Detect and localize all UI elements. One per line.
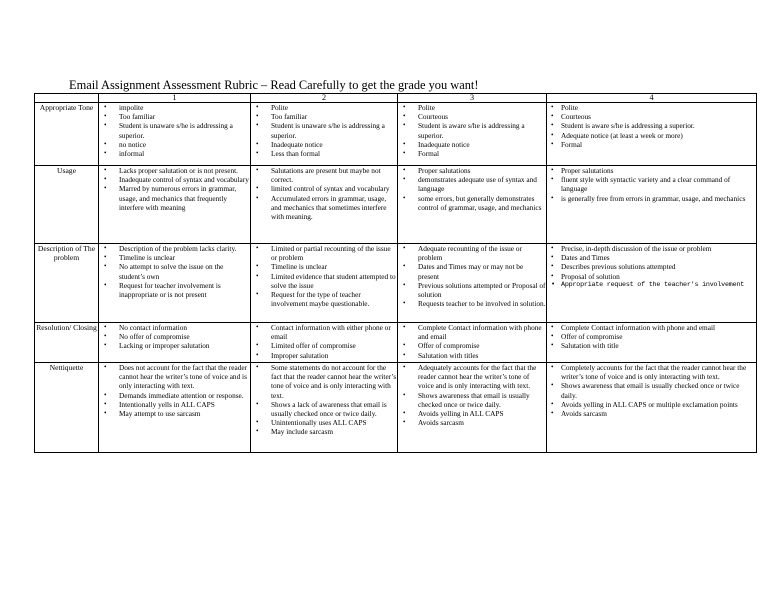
list-item: • some errors, but generally demonstrates control of grammar, usage, and mechanics [398, 194, 546, 212]
list-item: • Limited offer of compromise [251, 341, 397, 350]
cell-resolution-4 [547, 323, 757, 363]
list-item: • May include sarcasm [251, 427, 397, 436]
list-item: • Describes previous solutions attempted [547, 262, 756, 271]
list-item: • Description of the problem lacks clarity. [99, 244, 250, 253]
list-item: • Accumulated errors in grammar, usage, and mechanics that sometimes interfere with meaning. [251, 194, 397, 222]
cell-nettiquette-2 [251, 363, 398, 453]
list-item: • Salutation with titles [398, 351, 546, 360]
cell-description-1 [99, 244, 251, 323]
list-item: • Lacks proper salutation or is not present. [99, 166, 250, 175]
list-item: • Polite [251, 103, 397, 112]
list-item: • Avoids yelling in ALL CAPS or multiple exclamation points [547, 400, 756, 409]
list-item: • No attempt to solve the issue on the student’s own [99, 262, 250, 280]
list-item: • Does not account for the fact that the reader cannot hear the writer’s tone of voice and is only interacting with text. [99, 363, 250, 391]
header-criterion [35, 94, 99, 103]
list-item: • Avoids sarcasm [398, 418, 546, 427]
list-item: • Courteous [547, 112, 756, 121]
list-item: • Request for teacher involvement is inappropriate or is not present [99, 281, 250, 299]
list-item: • No offer of compromise [99, 332, 250, 341]
header-row [35, 94, 757, 103]
list-item: • Adequate notice (at least a week or more) [547, 131, 756, 140]
list-item: • Precise, in-depth discussion of the issue or problem [547, 244, 756, 253]
list-item: • Marred by numerous errors in grammar, usage, and mechanics that frequently interfere with meaning [99, 184, 250, 212]
list-item: • Avoids sarcasm [547, 409, 756, 418]
header-score-2: 2 [251, 94, 398, 103]
cell-nettiquette-3 [398, 363, 547, 453]
cell-usage-3 [398, 166, 547, 244]
list-item: • Unintentionally uses ALL CAPS [251, 418, 397, 427]
list-item: • Completely accounts for the fact that the reader cannot hear the writer’s tone of voice and is only interacting with text. [547, 363, 756, 381]
list-item: • Too familiar [251, 112, 397, 121]
list-item: • Salutations are present but maybe not correct. [251, 166, 397, 184]
list-item: • Inadequate control of syntax and vocabulary [99, 175, 250, 184]
list-item: • limited control of syntax and vocabulary [251, 184, 397, 193]
cell-usage-2 [251, 166, 398, 244]
cell-description-2 [251, 244, 398, 323]
list-item: • Previous solutions attempted or Proposal of solution [398, 281, 546, 299]
list-item: • Polite [398, 103, 546, 112]
list-item: • Timeline is unclear [99, 253, 250, 262]
list-item: • Contact information with either phone or email [251, 323, 397, 341]
cell-resolution-3 [398, 323, 547, 363]
criterion-label: Resolution/ Closing [35, 323, 99, 363]
list-item: • Too familiar [99, 112, 250, 121]
list-item: • Proposal of solution [547, 272, 756, 281]
list-item: • Avoids yelling in ALL CAPS [398, 409, 546, 418]
list-item: • Less than formal [251, 149, 397, 158]
list-item: • Offer of compromise [547, 332, 756, 341]
row-usage [35, 166, 757, 244]
cell-tone-4 [547, 103, 757, 166]
cell-usage-1 [99, 166, 251, 244]
cell-nettiquette-1 [99, 363, 251, 453]
list-item: • Student is unaware s/he is addressing a superior. [99, 121, 250, 139]
list-item: • Offer of compromise [398, 341, 546, 350]
list-item: • impolite [99, 103, 250, 112]
list-item: • Proper salutations [547, 166, 756, 175]
header-score-4: 4 [547, 94, 757, 103]
cell-usage-4 [547, 166, 757, 244]
list-item: • Inadequate notice [251, 140, 397, 149]
list-item: • Salutation with title [547, 341, 756, 350]
list-item: • Shows a lack of awareness that email is usually checked once or twice daily. [251, 400, 397, 418]
list-item: • Student is unaware s/he is addressing a superior. [251, 121, 397, 139]
list-item: • Courteous [398, 112, 546, 121]
list-item: • Shows awareness that email is usually checked once or twice daily. [398, 391, 546, 409]
row-resolution [35, 323, 757, 363]
list-item: • Shows awareness that email is usually checked once or twice daily. [547, 381, 756, 399]
list-item: • Requests teacher to be involved in solution. [398, 299, 546, 308]
list-item: • Limited or partial recounting of the issue or problem [251, 244, 397, 262]
list-item: • Limited evidence that student attempted to solve the issue [251, 272, 397, 290]
list-item: • No contact information [99, 323, 250, 332]
cell-tone-2 [251, 103, 398, 166]
row-appropriate-tone [35, 103, 757, 166]
cell-resolution-1 [99, 323, 251, 363]
list-item: • Demands immediate attention or response. [99, 391, 250, 400]
cell-tone-3 [398, 103, 547, 166]
list-item: • Student is aware s/he is addressing a superior. [398, 121, 546, 139]
list-item: • Dates and Times [547, 253, 756, 262]
list-item: • demonstrates adequate use of syntax and language [398, 175, 546, 193]
list-item: • May attempt to use sarcasm [99, 409, 250, 418]
rubric-table [34, 93, 757, 453]
list-item: • Complete Contact information with phone and email [398, 323, 546, 341]
criterion-label: Nettiquette [35, 363, 99, 453]
criterion-label: Usage [35, 166, 99, 244]
row-description [35, 244, 757, 323]
header-score-1: 1 [99, 94, 251, 103]
cell-description-3 [398, 244, 547, 323]
list-item: • Some statements do not account for the fact that the reader cannot hear the writer’s tone of voice and is only interacting with text. [251, 363, 397, 400]
list-item: • Request for the type of teacher involvement maybe questionable. [251, 290, 397, 308]
list-item: • Student is aware s/he is addressing a superior. [547, 121, 756, 130]
list-item: • Adequately accounts for the fact that the reader cannot hear the writer’s tone of voice and is only interacting with text. [398, 363, 546, 391]
list-item: • Dates and Times may or may not be present [398, 262, 546, 280]
list-item: • informal [99, 149, 250, 158]
list-item: • Complete Contact information with phone and email [547, 323, 756, 332]
list-item: • Lacking or improper salutation [99, 341, 250, 350]
list-item: • Appropriate request of the teacher’s involvement [547, 281, 756, 290]
list-item: • Polite [547, 103, 756, 112]
row-nettiquette [35, 363, 757, 453]
criterion-label: Description of The problem [35, 244, 99, 323]
rubric-title: Email Assignment Assessment Rubric – Read Carefully to get the grade you want! [69, 78, 479, 92]
list-item: • Inadequate notice [398, 140, 546, 149]
list-item: • Intentionally yells in ALL CAPS [99, 400, 250, 409]
list-item: • Timeline is unclear [251, 262, 397, 271]
header-score-3: 3 [398, 94, 547, 103]
cell-resolution-2 [251, 323, 398, 363]
list-item: • is generally free from errors in grammar, usage, and mechanics [547, 194, 756, 203]
cell-description-4 [547, 244, 757, 323]
list-item: • Formal [398, 149, 546, 158]
list-item: • Formal [547, 140, 756, 149]
list-item: • Adequate recounting of the issue or problem [398, 244, 546, 262]
cell-nettiquette-4 [547, 363, 757, 453]
list-item: • no notice [99, 140, 250, 149]
list-item: • Proper salutations [398, 166, 546, 175]
criterion-label: Appropriate Tone [35, 103, 99, 166]
list-item: • fluent style with syntactic variety and a clear command of language [547, 175, 756, 193]
cell-tone-1 [99, 103, 251, 166]
list-item: • Improper salutation [251, 351, 397, 360]
